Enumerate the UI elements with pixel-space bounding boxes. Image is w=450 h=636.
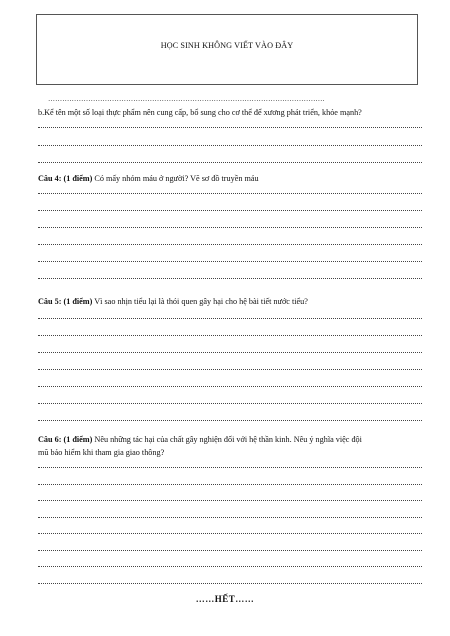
no-writing-notice-box <box>36 14 418 85</box>
answer-line[interactable] <box>38 145 422 146</box>
question-5 <box>38 296 426 307</box>
question-4 <box>38 173 426 184</box>
answer-line[interactable] <box>38 244 422 245</box>
question-4-text: Có mấy nhóm máu ở người? Vẽ sơ đồ truyền máu <box>92 174 259 183</box>
end-marker: ……HẾT…… <box>195 594 255 604</box>
question-5-text: Vì sao nhịn tiểu lại là thói quen gây hại cho hệ bài tiết nước tiểu? <box>92 297 308 306</box>
answer-line[interactable] <box>38 403 422 404</box>
separator-dots: ……………………………………………………………………………………………………… <box>48 95 325 103</box>
answer-line[interactable] <box>38 227 422 228</box>
answer-line[interactable] <box>38 335 422 336</box>
answer-line[interactable] <box>38 420 422 421</box>
answer-line[interactable] <box>38 386 422 387</box>
answer-line[interactable] <box>38 193 422 194</box>
answer-line[interactable] <box>38 467 422 468</box>
answer-line[interactable] <box>38 210 422 211</box>
question-6 <box>38 434 426 445</box>
answer-line[interactable] <box>38 517 422 518</box>
answer-line[interactable] <box>38 369 422 370</box>
answer-line[interactable] <box>38 261 422 262</box>
no-writing-notice: HỌC SINH KHÔNG VIẾT VÀO ĐÂY <box>160 41 294 50</box>
question-6-continuation: mũ bảo hiểm khi tham gia giao thông? <box>38 448 165 457</box>
question-4-label: Câu 4: (1 điểm) <box>38 174 93 183</box>
answer-line[interactable] <box>38 352 422 353</box>
answer-line[interactable] <box>38 484 422 485</box>
question-6-label: Câu 6: (1 điểm) <box>38 435 93 444</box>
answer-line[interactable] <box>38 583 422 584</box>
answer-line[interactable] <box>38 550 422 551</box>
answer-line[interactable] <box>38 533 422 534</box>
answer-line[interactable] <box>38 162 422 163</box>
answer-line[interactable] <box>38 318 422 319</box>
answer-line[interactable] <box>38 127 422 128</box>
answer-line[interactable] <box>38 278 422 279</box>
part-b-question: b.Kể tên một số loại thực phẩm nên cung cấp, bổ sung cho cơ thể để xương phát triển, khỏe mạnh? <box>38 108 362 117</box>
question-5-label: Câu 5: (1 điểm) <box>38 297 93 306</box>
answer-line[interactable] <box>38 566 422 567</box>
answer-line[interactable] <box>38 500 422 501</box>
question-6-text: Nêu những tác hại của chất gây nghiện đối với hệ thần kinh. Nêu ý nghĩa việc đội <box>92 435 362 444</box>
